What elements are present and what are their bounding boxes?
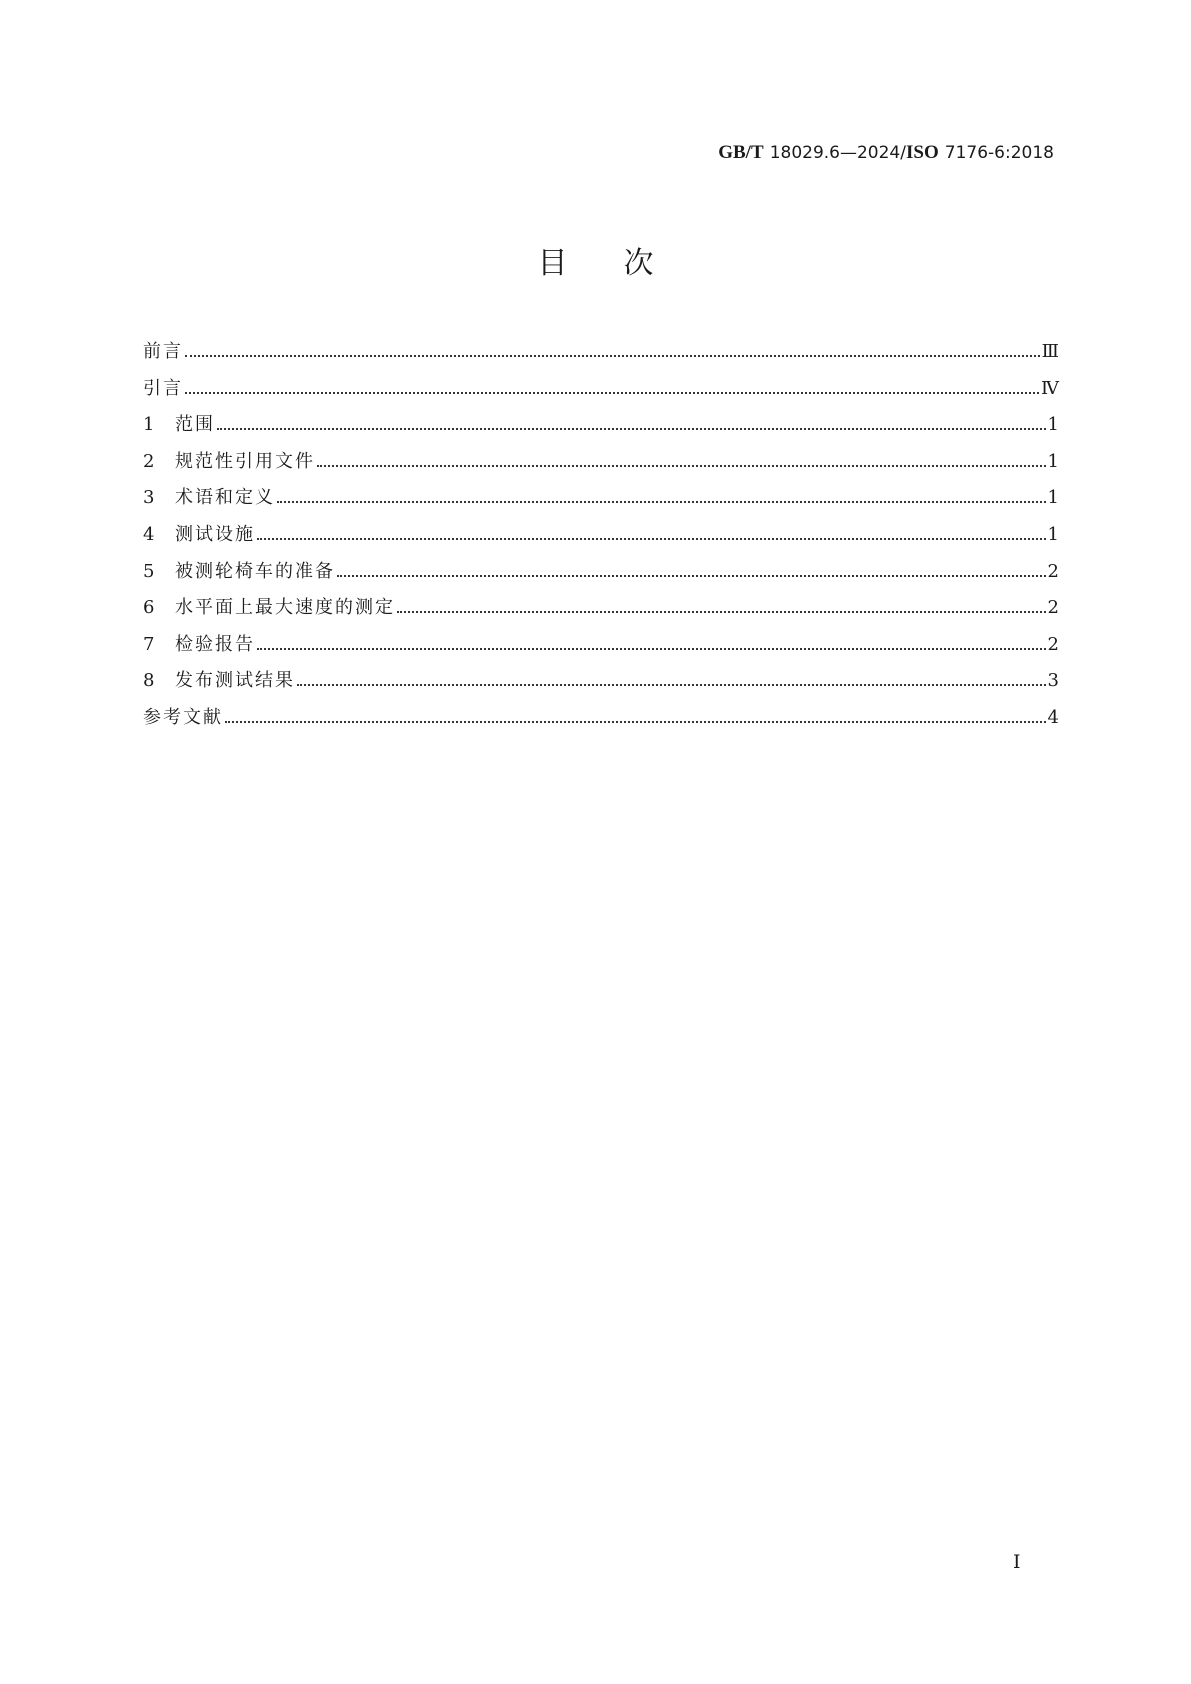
toc-leader-dots [257,648,1046,650]
toc-leader-dots [277,501,1046,503]
toc-entry-number: 6 [143,597,155,619]
toc-entry-page: Ⅲ [1041,341,1059,362]
toc-entry-number: 1 [143,414,155,436]
toc-entry-max-speed[interactable] [143,596,1059,633]
standard-number-iso: 7176-6:2018 [944,143,1054,163]
toc-entry-normative-references[interactable] [143,450,1059,487]
toc-entry-label: 规范性引用文件 [175,450,315,472]
toc-entry-page: 2 [1047,560,1059,582]
toc-leader-dots [217,428,1046,430]
toc-entry-page: 1 [1047,487,1059,509]
toc-entry-number: 8 [143,670,155,692]
toc-leader-dots [257,538,1046,540]
toc-entry-page: 1 [1047,523,1059,545]
toc-leader-dots [317,465,1046,467]
toc-entry-disclosure[interactable] [143,669,1059,706]
standard-code-iso: ISO [905,142,939,163]
toc-entry-page: 3 [1047,670,1059,692]
toc-entry-label: 参考文献 [143,706,223,728]
toc-leader-dots [397,611,1046,613]
standard-number [718,140,1054,165]
toc-entry-number: 2 [143,450,155,472]
toc-entry-number: 5 [143,560,155,582]
page-title [0,244,1191,284]
toc-entry-number: 7 [143,633,155,655]
toc-leader-dots [185,355,1040,357]
toc-entry-label: 引言 [143,377,183,399]
toc-leader-dots [297,684,1046,686]
toc-entry-label: 范围 [175,414,215,436]
toc-entry-number: 3 [143,487,155,509]
toc-entry-page: 2 [1047,633,1059,655]
toc-entry-scope[interactable] [143,413,1059,450]
toc-entry-page: 4 [1047,706,1059,728]
toc-entry-number: 4 [143,523,155,545]
toc-entry-label: 术语和定义 [175,487,275,509]
page-number: I [1013,1551,1021,1573]
toc-entry-terms-definitions[interactable] [143,486,1059,523]
toc-leader-dots [337,575,1046,577]
toc-entry-label: 水平面上最大速度的测定 [175,597,395,619]
toc-leader-dots [225,721,1046,723]
toc-entry-page: 2 [1047,597,1059,619]
toc-entry-bibliography[interactable] [143,706,1059,743]
standard-number-gb: 18029.6—2024/ [769,143,906,163]
toc-entry-label: 检验报告 [175,633,255,655]
title-char-1: 目 [537,246,568,281]
toc-entry-page: Ⅳ [1041,377,1059,399]
toc-entry-introduction[interactable] [143,377,1059,414]
toc-entry-label: 前言 [143,341,183,362]
table-of-contents [143,340,1059,743]
toc-entry-label: 发布测试结果 [175,670,295,692]
title-char-2: 次 [623,246,654,281]
toc-entry-test-report[interactable] [143,633,1059,670]
toc-entry-page: 1 [1047,414,1059,436]
toc-entry-label: 测试设施 [175,523,255,545]
toc-entry-wheelchair-preparation[interactable] [143,560,1059,597]
toc-entry-test-facilities[interactable] [143,523,1059,560]
toc-entry-label: 被测轮椅车的准备 [175,560,335,582]
toc-entry-foreword[interactable] [143,340,1059,377]
toc-entry-page: 1 [1047,450,1059,472]
toc-leader-dots [185,392,1039,394]
standard-code-gbt: GB/T [718,142,764,163]
